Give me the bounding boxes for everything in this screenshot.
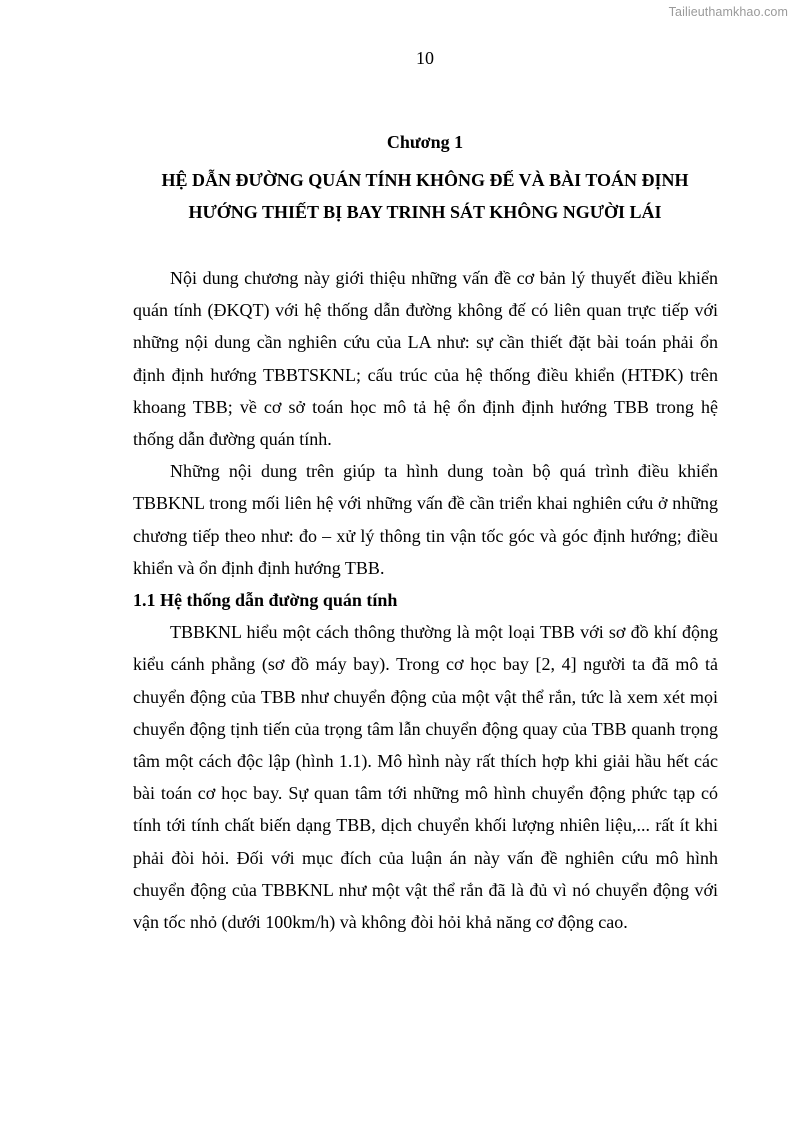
intro-paragraph: Nội dung chương này giới thiệu những vấn đề cơ bản lý thuyết điều khiển quán tính (ĐKQT) với hệ thống dẫn đường không đế có liên quan trực tiếp với những nội dung cần nghiên cứu của LA như: sự cần thiết đặt bài toán phải ổn định định hướng TBBTSKNL; cấu trúc của hệ thống điều khiển (HTĐK) trên khoang TBB; về cơ sở toán học mô tả hệ ổn định định hướng TBB trong hệ thống dẫn đường quán tính. — [133, 268, 718, 450]
chapter-title-line-1: HỆ DẪN ĐƯỜNG QUÁN TÍNH KHÔNG ĐẾ VÀ BÀI TOÁN ĐỊNH — [161, 170, 689, 190]
section-heading: 1.1 Hệ thống dẫn đường quán tính — [133, 590, 398, 611]
section-paragraph: TBBKNL hiểu một cách thông thường là một loại TBB với sơ đồ khí động kiểu cánh phẳng (sơ đồ máy bay). Trong cơ học bay [2, 4] người ta đã mô tả chuyển động của TBB như chuyển động của một vật thể rắn, tức là xem xét mọi chuyển động tịnh tiến của trọng tâm lẫn chuyển động quay của TBB quanh trọng tâm một cách độc lập (hình 1.1). Mô hình này rất thích hợp khi giải hầu hết các bài toán cơ học bay. Sự quan tâm tới những mô hình chuyển động phức tạp có tính tới tính chất biến dạng TBB, dịch chuyển khối lượng nhiên liệu,... rất ít khi phải đòi hỏi. Đối với mục đích của luận án này vấn đề nghiên cứu mô hình chuyển động của TBBKNL như một vật thể rắn đã là đủ vì nó chuyển động với vận tốc nhỏ (dưới 100km/h) và không đòi hỏi khả năng cơ động cao. — [133, 622, 718, 933]
chapter-label: Chương 1 — [386, 132, 464, 152]
chapter-title-line-2: HƯỚNG THIẾT BỊ BAY TRINH SÁT KHÔNG NGƯỜI LÁI — [188, 202, 662, 222]
page-number: 10 — [416, 48, 434, 68]
watermark: Tailieuthamkhao.com — [668, 5, 788, 19]
chapter-title — [125, 164, 725, 228]
overview-paragraph: Những nội dung trên giúp ta hình dung toàn bộ quá trình điều khiển TBBKNL trong mối liên hệ với những vấn đề cần triển khai nghiên cứu ở những chương tiếp theo như: đo – xử lý thông tin vận tốc góc và góc định hướng; điều khiển và ổn định định hướng TBB. — [133, 461, 718, 578]
document-body — [133, 262, 718, 938]
